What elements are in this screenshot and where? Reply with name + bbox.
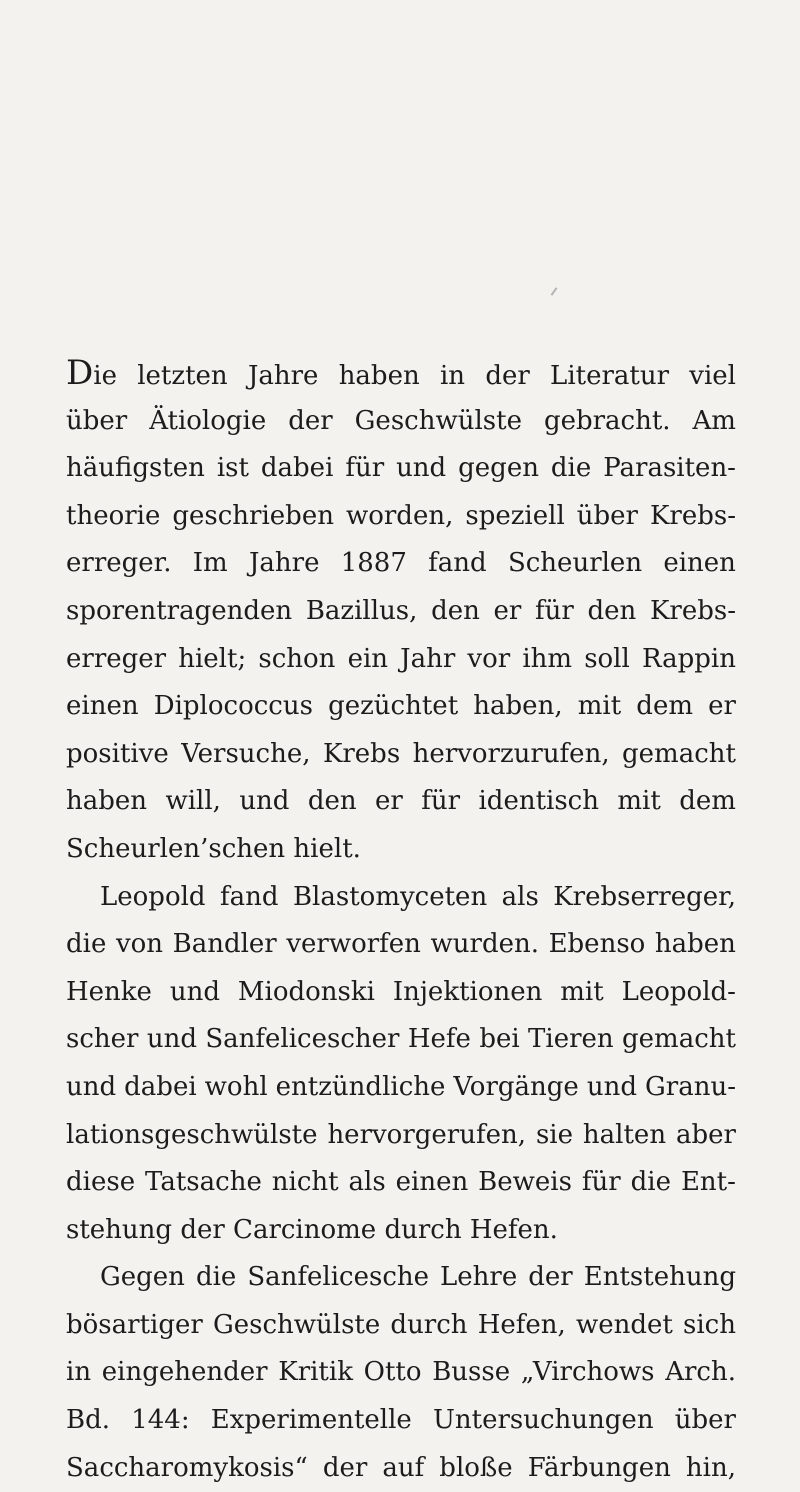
stray-pen-mark <box>551 287 558 296</box>
text-line: und dabei wohl entzündliche Vorgänge und Granu- <box>66 1071 736 1102</box>
text-line: Die letzten Jahre haben in der Literatur viel <box>66 353 736 393</box>
text-line: über Ätiologie der Geschwülste gebracht. Am <box>66 405 736 436</box>
text-line: Gegen die Sanfelicesche Lehre der Entstehung <box>100 1262 736 1293</box>
text-line: lationsgeschwülste hervorgerufen, sie halten aber <box>66 1119 736 1150</box>
text-line: häufigsten ist dabei für und gegen die Parasiten- <box>66 453 736 484</box>
text-line: Bd. 144: Experimentelle Untersuchungen über <box>66 1405 736 1436</box>
text-line: erreger. Im Jahre 1887 fand Scheurlen einen <box>66 548 736 579</box>
text-line: stehung der Carcinome durch Hefen. <box>66 1214 558 1245</box>
text-line: positive Versuche, Krebs hervorzurufen, gemacht <box>66 738 736 769</box>
text-line: die von Bandler verworfen wurden. Ebenso haben <box>66 929 736 960</box>
body-text <box>66 350 736 1492</box>
text-line: erreger hielt; schon ein Jahr vor ihm soll Rappin <box>66 643 736 674</box>
text-line: in eingehender Kritik Otto Busse „Virchows Arch. <box>66 1357 736 1388</box>
text-line: theorie geschrieben worden, speziell über Krebs- <box>66 500 736 531</box>
text-line: scher und Sanfelicescher Hefe bei Tieren gemacht <box>66 1024 736 1055</box>
text-line: Saccharomykosis“ der auf bloße Färbungen hin, <box>66 1452 736 1483</box>
text-line: diese Tatsache nicht als einen Beweis für die Ent- <box>66 1167 736 1198</box>
text-line: einen Diplococcus gezüchtet haben, mit dem er <box>66 691 736 722</box>
text-line: Henke und Miodonski Injektionen mit Leopold- <box>66 976 736 1007</box>
text-line: Scheurlen’schen hielt. <box>66 833 361 864</box>
text-line: sporentragenden Bazillus, den er für den Krebs- <box>66 595 736 626</box>
text-line: Leopold fand Blastomyceten als Krebserreger, <box>100 881 736 912</box>
text-line: haben will, und den er für identisch mit dem <box>66 786 736 817</box>
text-line: bösartiger Geschwülste durch Hefen, wendet sich <box>66 1309 736 1340</box>
